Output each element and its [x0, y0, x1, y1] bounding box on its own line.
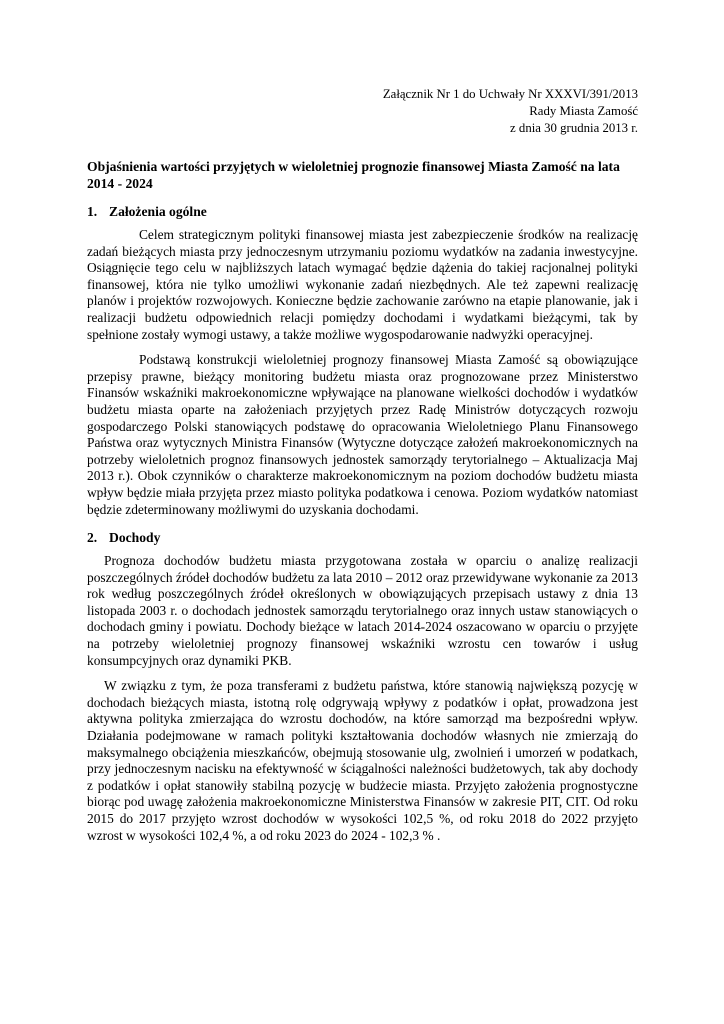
section-number: 1. [87, 204, 98, 219]
document-title: Objaśnienia wartości przyjętych w wieloletniej prognozie finansowej Miasta Zamość na lata 2014 - 2024 [87, 159, 620, 191]
paragraph: Podstawą konstrukcji wieloletniej prognozy finansowej Miasta Zamość są obowiązujące przepisy prawne, bieżący monitoring budżetu miasta oraz prognozowane przez Ministerstwo Finansów wskaźniki makroekonomiczne wpływające na planowane wielkości dochodów i wydatków budżetu miasta oparte na założeniach przyjętych przez Radę Ministrów dotyczących rozwoju gospodarczego Polski stanowiących podstawę do opracowania Wieloletniego Planu Finansowego Państwa oraz wytycznych Ministra Finansów (Wytyczne dotyczące założeń makroekonomicznych na potrzeby wieloletnich prognoz finansowych jednostek samorządy terytorialnego – Aktualizacja Maj 2013 r.). Obok czynników o charakterze makroekonomicznym na poziom dochodów budżetu miasta wpływ będzie miała przyjęta przez miasto polityka podatkowa i cenowa. Poziom wydatków natomiast będzie zdeterminowany możliwymi do uzyskania dochodami. [87, 352, 638, 517]
header-line-date: z dnia 30 grudnia 2013 r. [510, 121, 638, 135]
header-line-resolution: Załącznik Nr 1 do Uchwały Nr XXXVI/391/2013 [382, 87, 638, 101]
section-title: Dochody [109, 530, 161, 546]
paragraph: Prognoza dochodów budżetu miasta przygotowana została w oparciu o analizę realizacji poszczególnych źródeł dochodów budżetu za lata 2010 – 2012 oraz przewidywane wykonanie za 2013 rok według poszczególnych źródeł określonych w obowiązujących przepisach ustawy z dnia 13 listopada 2003 r. o dochodach jednostek samorządu terytorialnego oraz innych ustaw stanowiących o dochodach gminy i powiatu. Dochody bieżące w latach 2014-2024 oszacowano w oparciu o przyjęte na potrzeby wieloletniej prognozy finansowej wskaźniki wzrostu cen towarów i usług konsumpcyjnych oraz dynamiki PKB. [87, 553, 638, 668]
section-number: 2. [87, 530, 98, 546]
section-title: Założenia ogólne [109, 204, 207, 219]
header-line-council: Rady Miasta Zamość [529, 104, 638, 118]
paragraph: Celem strategicznym polityki finansowej miasta jest zabezpieczenie środków na realizację zadań bieżących miasta przy jednoczesnym utrzymaniu poziomu wydatków na zadania inwestycyjne. Osiągnięcie tego celu w najbliższych latach wymagać będzie dążenia do takiej racjonalnej polityki finansowej, która nie tylko umożliwi wykonanie zadań niezbędnych. Ale też zapewni realizację planów i projektów rozwojowych. Konieczne będzie zachowanie zarówno na etapie planowanie, jak i realizacji budżetu odpowiednich relacji pomiędzy dochodami i wydatkami bieżącymi, tak by spełnione zostały wymogi ustawy, a także możliwe wygospodarowanie nadwyżki operacyjnej. [87, 227, 638, 342]
attachment-header [87, 86, 638, 137]
section-heading-revenues [87, 529, 638, 546]
section-heading-assumptions [87, 203, 638, 220]
paragraph: W związku z tym, że poza transferami z budżetu państwa, które stanowią największą pozycję w dochodach bieżących miasta, istotną rolę odgrywają wpływy z podatków i opłat, prowadzona jest aktywna polityka zmierzająca do wzrostu dochodów, na które samorząd ma bezpośredni wpływ. Działania podejmowane w ramach polityki kształtowania dochodów własnych nie zmierzają do maksymalnego obciążenia mieszkańców, obejmują stosowanie ulg, zwolnień i umorzeń w podatkach, przy jednoczesnym nacisku na efektywność w ściągalności należności budżetowych, tak aby dochody z podatków i opłat stanowiły stabilną pozycję w budżecie miasta. Przyjęto założenia prognostyczne biorąc pod uwagę założenia makroekonomiczne Ministerstwa Finansów w zakresie PIT, CIT. Od roku 2015 do 2017 przyjęto wzrost dochodów w wysokości 102,5 %, od roku 2018 do 2022 przyjęto wzrost w wysokości 102,4 %, a od roku 2023 do 2024 - 102,3 % . [87, 678, 638, 843]
